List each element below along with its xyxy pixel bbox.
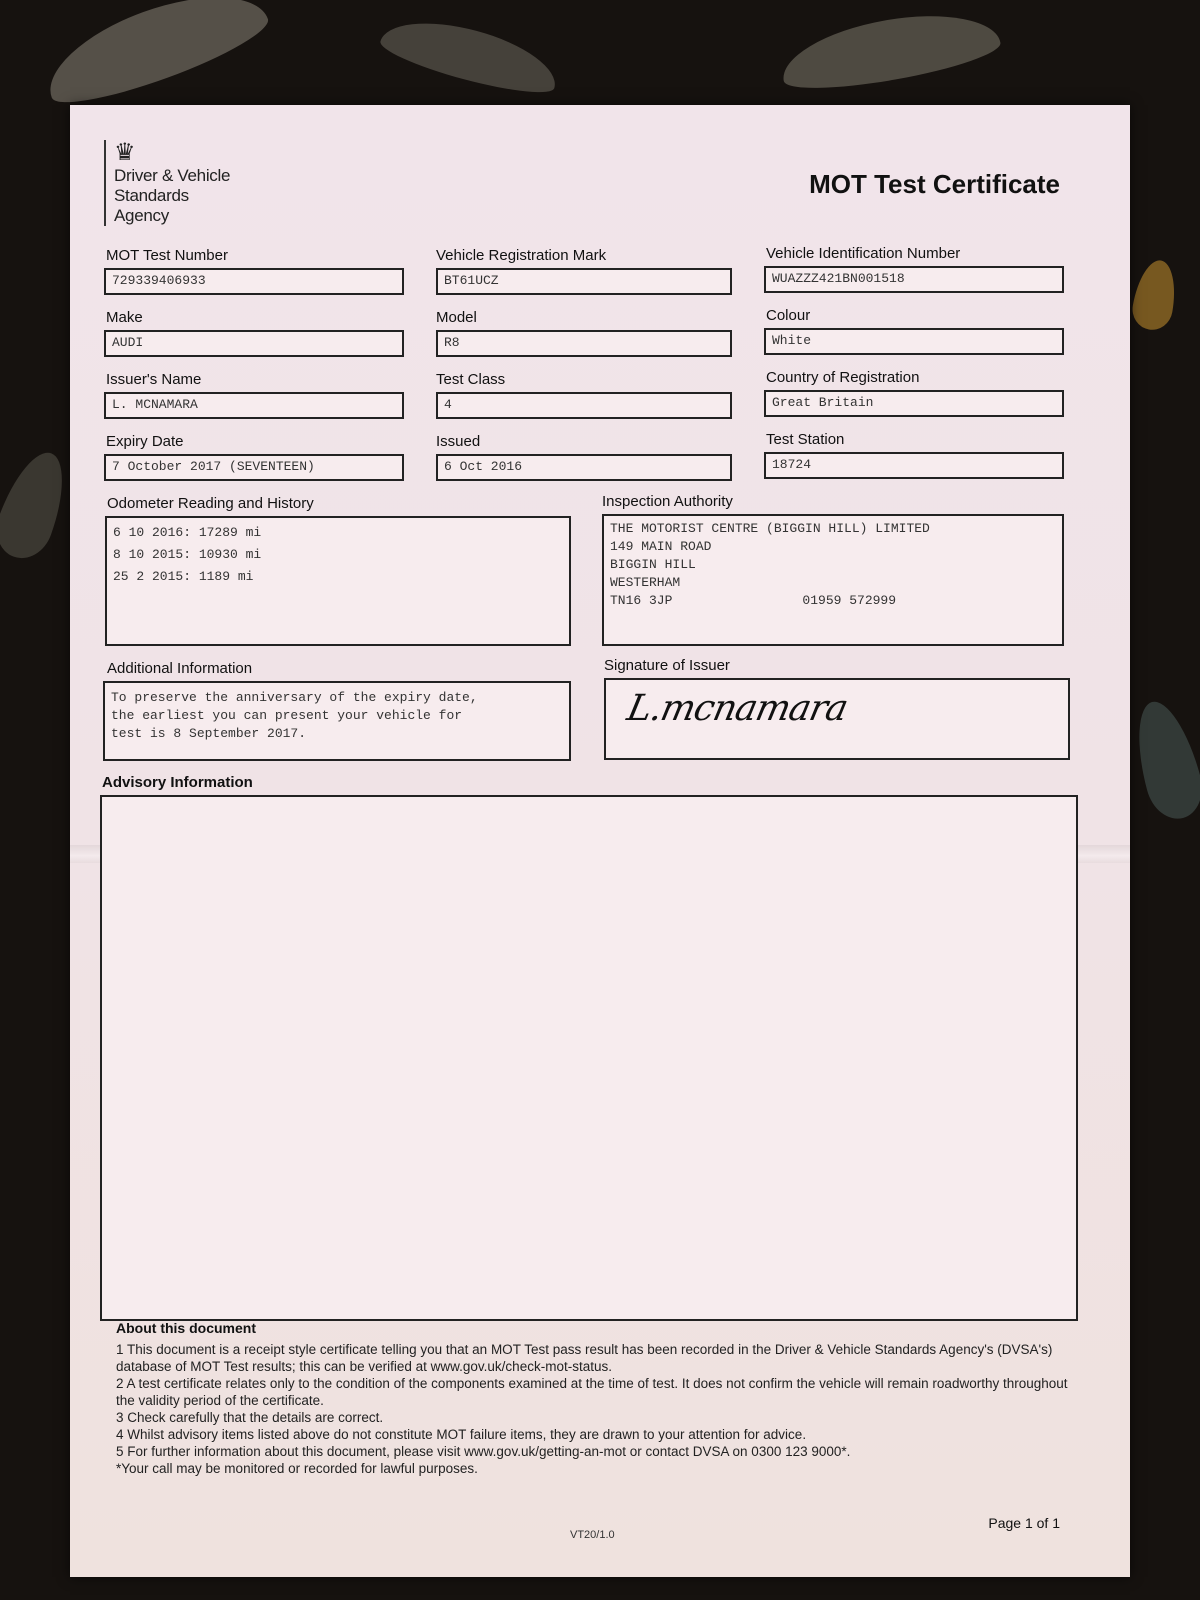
about-item: 3 Check carefully that the details are correct. xyxy=(116,1410,384,1425)
about-document-list xyxy=(116,1341,1076,1477)
agency-name-line: Agency xyxy=(114,206,169,225)
odometer-entry: 25 2 2015: 1189 mi xyxy=(113,569,254,584)
inspection-authority-box xyxy=(602,514,1064,646)
background-leaf xyxy=(377,8,564,103)
model-field: R8 xyxy=(436,330,732,357)
test-station-field: 18724 xyxy=(764,452,1064,479)
royal-crest-icon: ♛ xyxy=(114,139,136,166)
page-number: Page 1 of 1 xyxy=(988,1515,1060,1531)
make-label: Make xyxy=(106,309,143,326)
about-item: *Your call may be monitored or recorded for lawful purposes. xyxy=(116,1461,478,1476)
form-code: VT20/1.0 xyxy=(570,1529,615,1541)
colour-label: Colour xyxy=(766,307,811,324)
test-station-label: Test Station xyxy=(766,431,845,448)
mot-test-number-field: 729339406933 xyxy=(104,268,404,295)
registration-mark-field: BT61UCZ xyxy=(436,268,732,295)
country-field: Great Britain xyxy=(764,390,1064,417)
odometer-entry: 8 10 2015: 10930 mi xyxy=(113,547,262,562)
issuer-name-field: L. MCNAMARA xyxy=(104,392,404,419)
vin-label: Vehicle Identification Number xyxy=(766,245,961,262)
signature-box xyxy=(604,678,1070,760)
signature-label: Signature of Issuer xyxy=(604,657,730,674)
additional-information-label: Additional Information xyxy=(107,660,253,677)
vin-field: WUAZZZ421BN001518 xyxy=(764,266,1064,293)
background-leaf xyxy=(1125,695,1200,825)
issued-label: Issued xyxy=(436,433,481,450)
issued-field: 6 Oct 2016 xyxy=(436,454,732,481)
authority-address-line: 149 MAIN ROAD xyxy=(610,539,712,554)
test-class-label: Test Class xyxy=(436,371,506,388)
odometer-entry: 6 10 2016: 17289 mi xyxy=(113,525,262,540)
additional-information-line: To preserve the anniversary of the expiry date, xyxy=(111,690,478,705)
authority-address-line: BIGGIN HILL xyxy=(610,557,696,572)
advisory-information-label: Advisory Information xyxy=(102,774,253,791)
test-class-field: 4 xyxy=(436,392,732,419)
authority-address-line: WESTERHAM xyxy=(610,575,681,590)
additional-information-line: the earliest you can present your vehicle for xyxy=(111,708,463,723)
advisory-information-box xyxy=(100,795,1078,1321)
odometer-history-box xyxy=(105,516,571,646)
background-leaf xyxy=(1129,257,1181,333)
additional-information-line: test is 8 September 2017. xyxy=(111,726,307,741)
country-label: Country of Registration xyxy=(766,369,920,386)
make-field: AUDI xyxy=(104,330,404,357)
expiry-date-field: 7 October 2017 (SEVENTEEN) xyxy=(104,454,404,481)
about-item: 5 For further information about this document, please visit www.gov.uk/getting-an-mot or contact DVSA on 0300 123 9000*. xyxy=(116,1444,851,1459)
about-document-title: About this document xyxy=(116,1320,256,1336)
odometer-label: Odometer Reading and History xyxy=(107,495,314,512)
mot-certificate-paper xyxy=(70,105,1130,1577)
agency-name-line: Driver & Vehicle xyxy=(114,166,231,185)
additional-information-box xyxy=(103,681,571,761)
about-item: 2 A test certificate relates only to the condition of the components examined at the time of test. It does not confirm the vehicle will remain roadworthy throughout the validity period of the certificate. xyxy=(116,1376,1068,1408)
inspection-authority-label: Inspection Authority xyxy=(602,493,733,510)
authority-name: THE MOTORIST CENTRE (BIGGIN HILL) LIMITED xyxy=(610,521,930,536)
background-leaf xyxy=(0,444,77,566)
document-title: MOT Test Certificate xyxy=(809,169,1060,199)
model-label: Model xyxy=(436,309,477,326)
authority-phone: 01959 572999 xyxy=(802,593,897,608)
issuer-name-label: Issuer's Name xyxy=(106,371,202,388)
registration-mark-label: Vehicle Registration Mark xyxy=(436,247,607,264)
dvsa-logo xyxy=(104,140,230,226)
about-item: 1 This document is a receipt style certificate telling you that an MOT Test pass result has been recorded in the Driver & Vehicle Standards Agency's (DVSA's) database of MOT Test results; this can be verified at www.gov.uk/check-mot-status. xyxy=(116,1342,1053,1374)
mot-test-number-label: MOT Test Number xyxy=(106,247,228,264)
authority-postcode: TN16 3JP xyxy=(610,593,673,608)
issuer-signature: L.mcnamara xyxy=(623,688,851,729)
background-leaf xyxy=(35,0,275,117)
colour-field: White xyxy=(764,328,1064,355)
agency-name-line: Standards xyxy=(114,186,189,205)
background-leaf xyxy=(776,1,1003,98)
expiry-date-label: Expiry Date xyxy=(106,433,184,450)
about-item: 4 Whilst advisory items listed above do not constitute MOT failure items, they are drawn to your attention for advice. xyxy=(116,1427,807,1442)
